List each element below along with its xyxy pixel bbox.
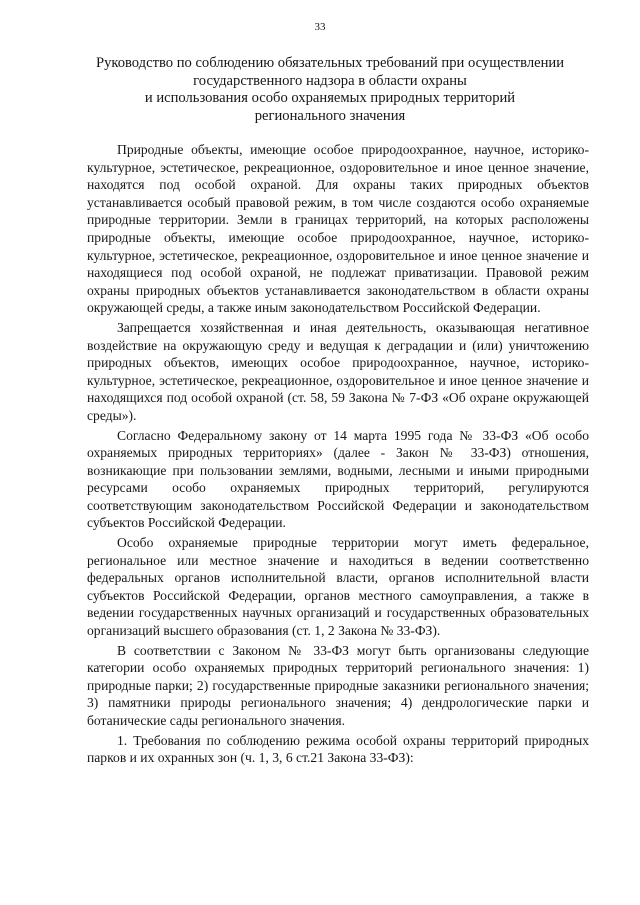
title-line-4: регионального значения [254,107,406,124]
paragraph-federal-law: Согласно Федеральному закону от 14 марта 1995 года № 33-ФЗ «Об особо охраняемых природных территориях» (далее - Закон № 33-ФЗ) отношения, возникающие при пользовании землями, водными, лесными и иными природными ресурсами особо охраняемых природных территорий, регулируются соответствующим законодательством Российской Федерации и законодательством субъектов Российской Федерации. [87,427,589,531]
page-number: 33 [314,21,326,33]
paragraph-categories: В соответствии с Законом № 33-ФЗ могут быть организованы следующие категории особо охраняемых природных территорий регионального значения: 1) природные парки; 2) государственные природные заказники регионального значения; 3) памятники природы регионального значения; 4) дендрологические парки и ботанические сады регионального значения. [87,642,589,728]
title-line-3: и использования особо охраняемых природных территорий [144,90,516,106]
title-line-2: государственного надзора в области охраны [193,72,467,89]
paragraph-natural-objects: Природные объекты, имеющие особое природоохранное, научное, историко- культурное, эстетическое, рекреационное, оздоровительное и иное ценное значение, находятся под особой охраной. Для охраны таких природных объектов устанавливается особый правовой режим, в том числе создаются особо охраняемые природные территории. Земли в границах территорий, на которых расположены природные объекты, имеющие особое природоохранное, научное, историко-культурное, эстетическое, рекреационное, оздоровительное и иное ценное значение и находящиеся под особой охраной, не подлежат приватизации. Правовой режим охраны природных объектов устанавливается законодательством в области охраны окружающей среды, а также иным законодательством Российской Федерации. [87,142,589,316]
title-line-1: Руководство по соблюдению обязательных требований при осуществлении [95,55,565,71]
paragraph-prohibition: Запрещается хозяйственная и иная деятельность, оказывающая негативное воздействие на окружающую среду и ведущая к деградации и (или) уничтожению природных объектов, имеющих особое природоохранное, научное, историко-культурное, эстетическое, рекреационное, оздоровительное и иное ценное значение и находящихся под особой охраной (ст. 58, 59 Закона № 7-ФЗ «Об охране окружающей среды»). [87,319,589,423]
document-title [80,55,580,125]
paragraph-requirements: 1. Требования по соблюдению режима особой охраны территорий природных парков и их охранных зон (ч. 1, 3, 6 ст.21 Закона 33-ФЗ): [87,732,589,766]
paragraph-significance: Особо охраняемые природные территории могут иметь федеральное, региональное или местное значение и находиться в ведении соответственно федеральных органов исполнительной власти, органов исполнительной власти субъектов Российской Федерации, органов местного самоуправления, а также в ведении государственных научных организаций и государственных образовательных организаций высшего образования (ст. 1, 2 Закона № 33-ФЗ). [87,535,589,639]
document-body [87,141,589,767]
